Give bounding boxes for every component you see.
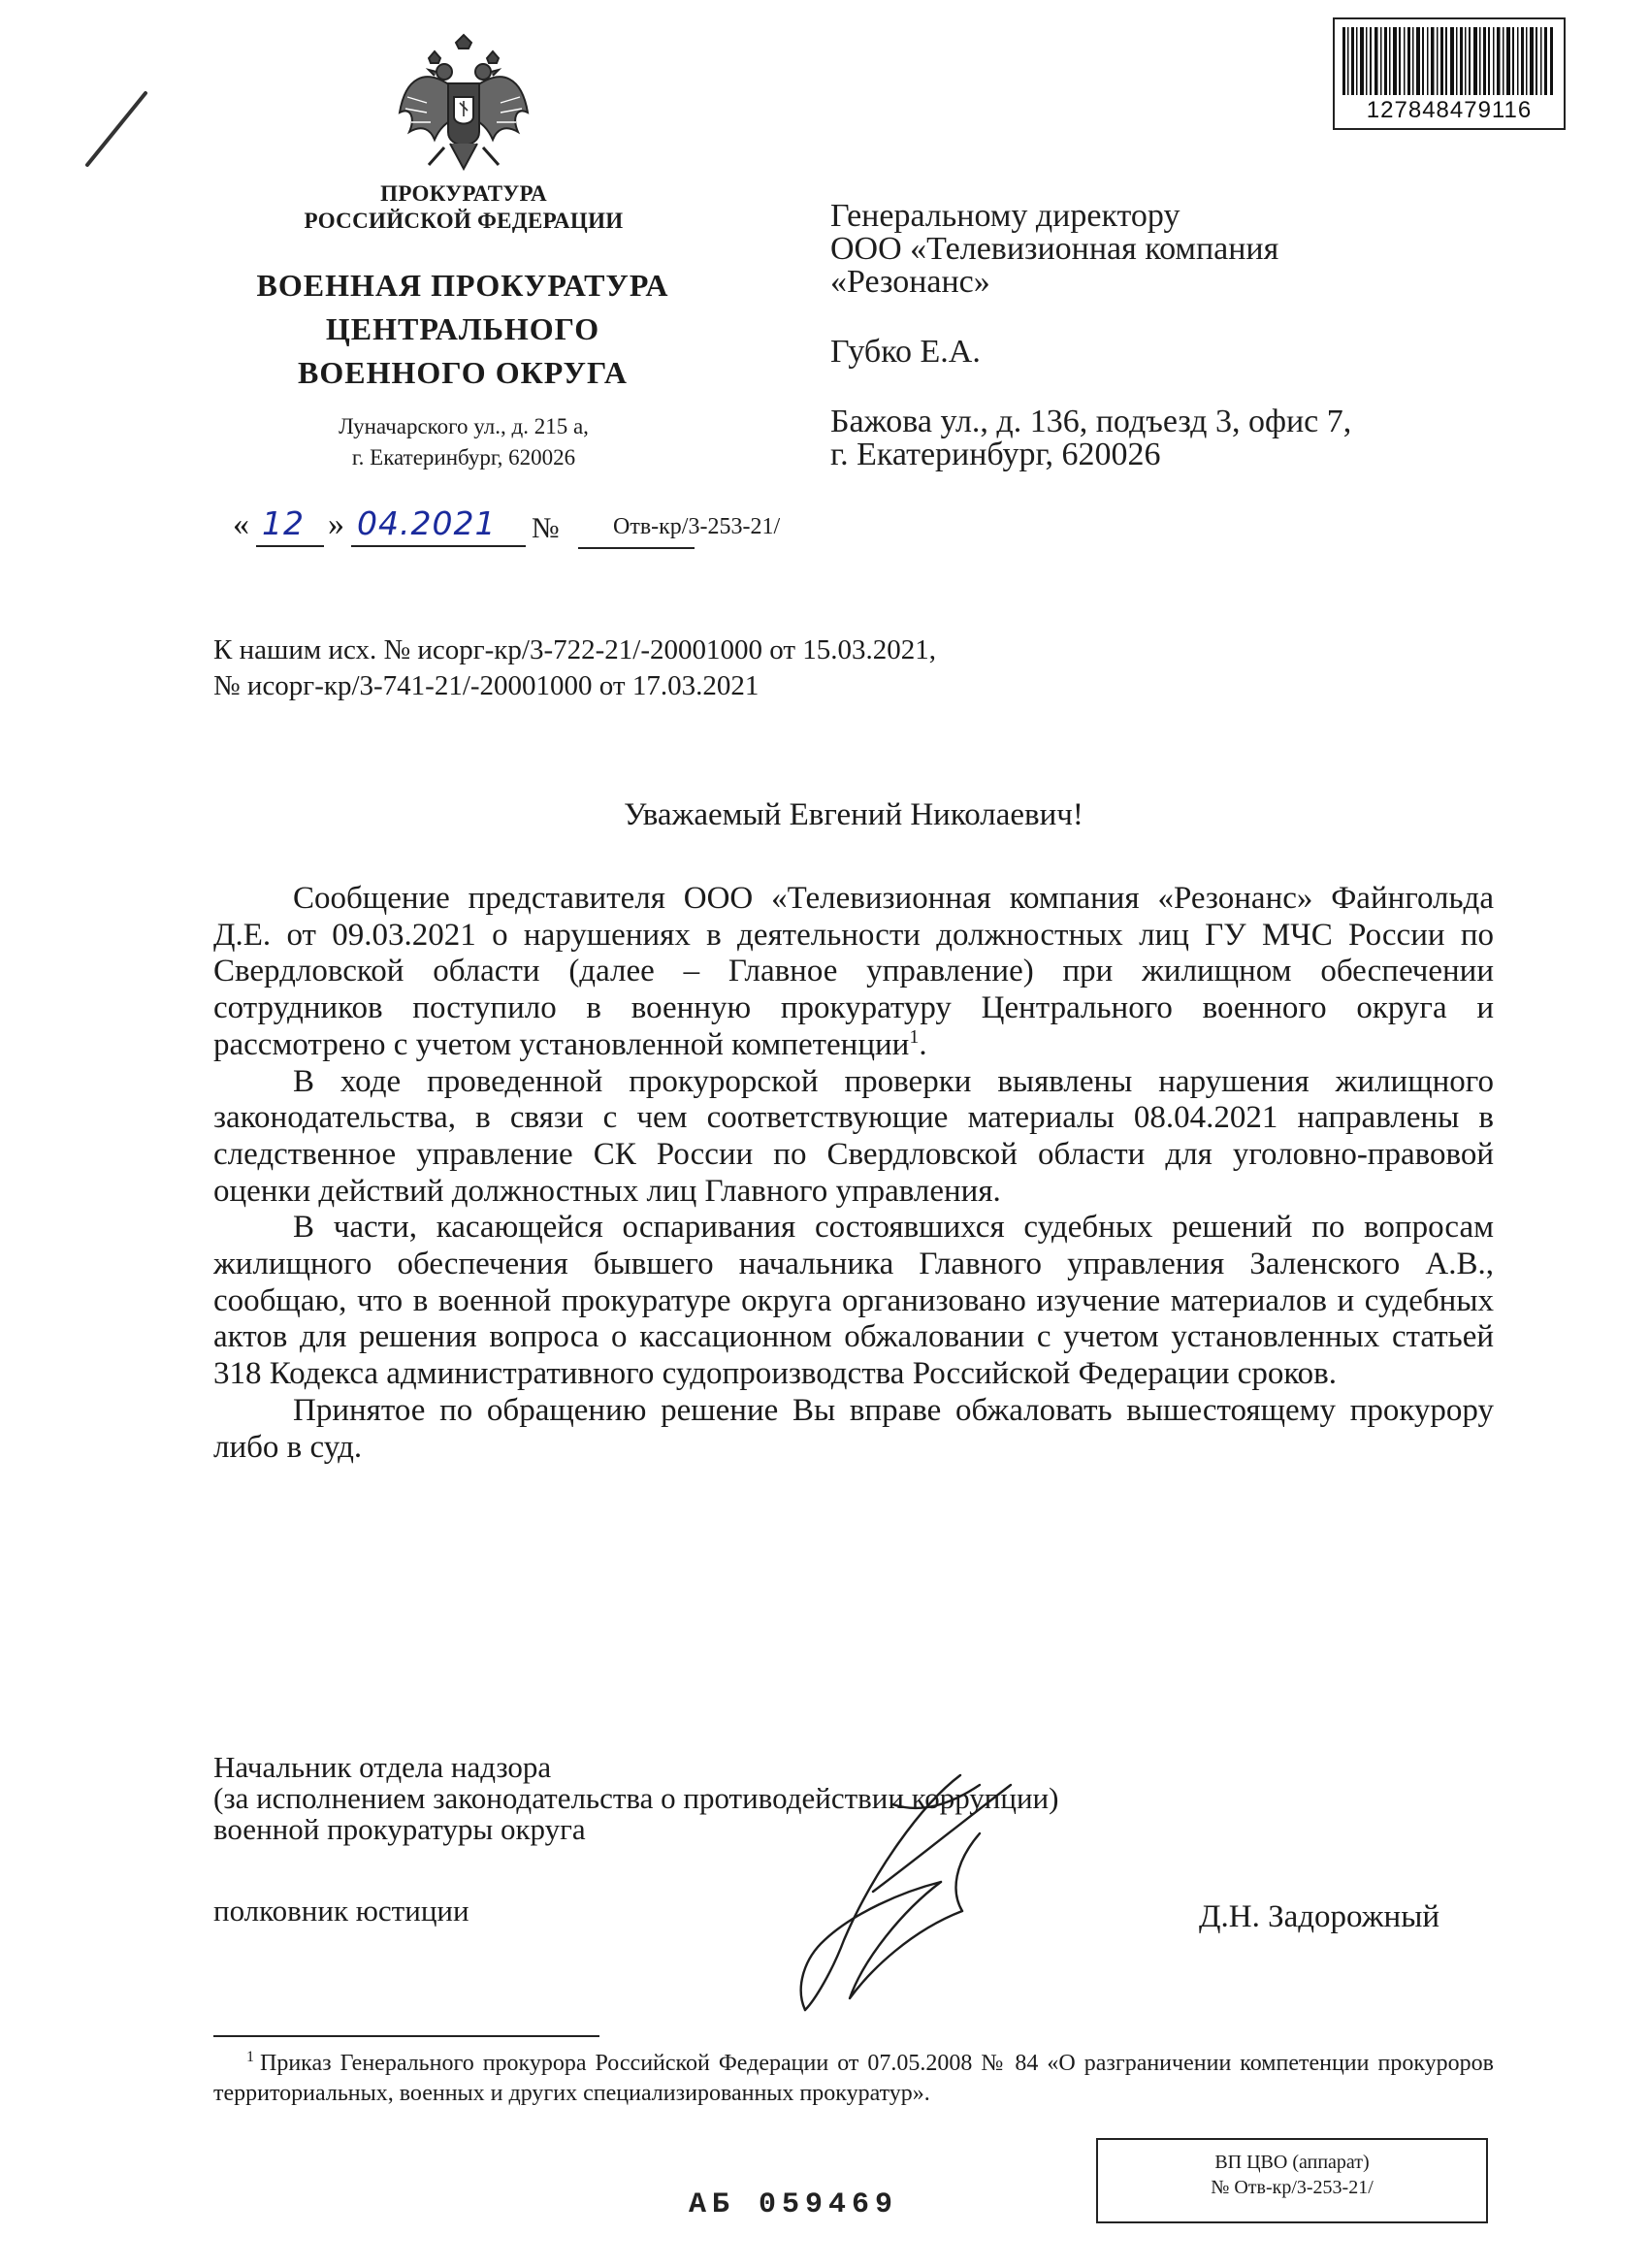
- addressee-line1: Генеральному директору: [830, 198, 1180, 234]
- footnote: [213, 2049, 1494, 2109]
- org-name-line1: ВОЕННАЯ ПРОКУРАТУРА: [256, 268, 669, 303]
- org-name: [223, 264, 702, 395]
- barcode: [1333, 17, 1566, 130]
- eagle-emblem-icon: [386, 29, 541, 184]
- org-parent-line2: РОССИЙСКОЙ ФЕДЕРАЦИИ: [304, 209, 624, 233]
- signatory-title-line3: военной прокуратуры округа: [213, 1812, 586, 1846]
- signatory-name: Д.Н. Задорожный: [1199, 1899, 1440, 1934]
- date-close-quote: »: [328, 506, 344, 542]
- outgoing-number: Отв-кр/3-253-21/: [613, 514, 781, 539]
- addressee-line2: ООО «Телевизионная компания: [830, 231, 1279, 267]
- number-rule: [578, 547, 695, 549]
- org-address-line1: Луначарского ул., д. 215 а,: [339, 414, 589, 438]
- addressee-address-line1: Бажова ул., д. 136, подъезд 3, офис 7,: [830, 404, 1352, 439]
- reference-line2: № исорг-кр/3-741-21/-20001000 от 17.03.2021: [213, 670, 760, 701]
- handwritten-signature-icon: [757, 1746, 1048, 2027]
- org-address-line2: г. Екатеринбург, 620026: [351, 445, 576, 470]
- signatory-title-line2: (за исполнением законодательства о противодействии коррупции): [213, 1781, 1059, 1815]
- body-paragraph-1: [213, 881, 1494, 1064]
- addressee-line3: «Резонанс»: [830, 264, 990, 300]
- addressee-block: [830, 200, 1529, 471]
- barcode-icon: [1342, 27, 1554, 95]
- pen-stroke-mark: [78, 87, 155, 175]
- signatory-title-line1: Начальник отдела надзора: [213, 1750, 552, 1784]
- registration-line1: ВП ЦВО (аппарат): [1214, 2152, 1370, 2173]
- reference-block: [213, 632, 1125, 704]
- org-name-line2: ЦЕНТРАЛЬНОГО: [325, 311, 600, 346]
- addressee-gap-2: [830, 369, 1529, 405]
- salutation: Уважаемый Евгений Николаевич!: [624, 797, 1083, 832]
- body-paragraph-1-text: Сообщение представителя ООО «Телевизионная компания «Резонанс» Файнгольда Д.Е. от 09.03.2021 о нарушениях в деятельности должностных лиц ГУ МЧС России по Свердловской области (далее – Главное управление) при жилищном обеспечении сотрудников поступило в военную прокуратуру Центрального военного округа и рассмотрено с учетом установленной компетенции: [213, 881, 1494, 1062]
- addressee-gap: [830, 299, 1529, 336]
- org-parent-name: [272, 180, 656, 235]
- addressee-name: Губко Е.А.: [830, 334, 981, 370]
- date-month-rule: [351, 545, 526, 547]
- date-month-year: 04.2021: [357, 504, 497, 542]
- footnote-separator: [213, 2035, 599, 2037]
- body-paragraph-4: Принятое по обращению решение Вы вправе обжаловать вышестоящему прокурору либо в суд.: [213, 1392, 1494, 1465]
- footnote-text: Приказ Генерального прокурора Российской Федерации от 07.05.2008 № 84 «О разграничении компетенции прокуроров территориальных, военных и других специализированных прокуратур».: [213, 2051, 1494, 2106]
- body-paragraph-2: В ходе проведенной прокурорской проверки выявлены нарушения жилищного законодательства, в связи с чем соответствующие материалы 08.04.2021 направлены в следственное управление СК России по Свердловской области для уголовно-правовой оценки действий должностных лиц Главного управления.: [213, 1063, 1494, 1209]
- org-parent-line1: ПРОКУРАТУРА: [380, 181, 547, 206]
- form-serial-number: АБ 059469: [689, 2188, 899, 2221]
- registration-stamp: [1096, 2138, 1488, 2223]
- number-sign: №: [532, 512, 560, 544]
- body-paragraph-3: В части, касающейся оспаривания состоявшихся судебных решений по вопросам жилищного обеспечения бывшего начальника Главного управления Заленского А.В., сообщаю, что в военной прокуратуре округа организовано изучение материалов и судебных актов для решения вопроса о кассационном обжаловании с учетом установленных статьей 318 Кодекса административного судопроизводства Российской Федерации сроков.: [213, 1210, 1494, 1392]
- org-name-line3: ВОЕННОГО ОКРУГА: [297, 355, 628, 390]
- date-number-line: [233, 504, 815, 553]
- letter-body: [213, 881, 1494, 1466]
- footnote-mark: 1: [246, 2049, 254, 2065]
- org-address: [281, 411, 646, 473]
- body-paragraph-1-end: .: [919, 1026, 927, 1062]
- date-day-rule: [256, 545, 324, 547]
- addressee-address-line2: г. Екатеринбург, 620026: [830, 437, 1161, 472]
- date-day: 12: [262, 504, 305, 542]
- signatory-rank: полковник юстиции: [213, 1894, 469, 1928]
- date-open-quote: «: [233, 506, 249, 542]
- registration-line2: № Отв-кр/3-253-21/: [1211, 2177, 1374, 2198]
- reference-line1: К нашим исх. № исорг-кр/3-722-21/-20001000 от 15.03.2021,: [213, 634, 937, 665]
- footnote-reference: 1: [909, 1025, 920, 1048]
- barcode-number: 127848479116: [1366, 97, 1533, 123]
